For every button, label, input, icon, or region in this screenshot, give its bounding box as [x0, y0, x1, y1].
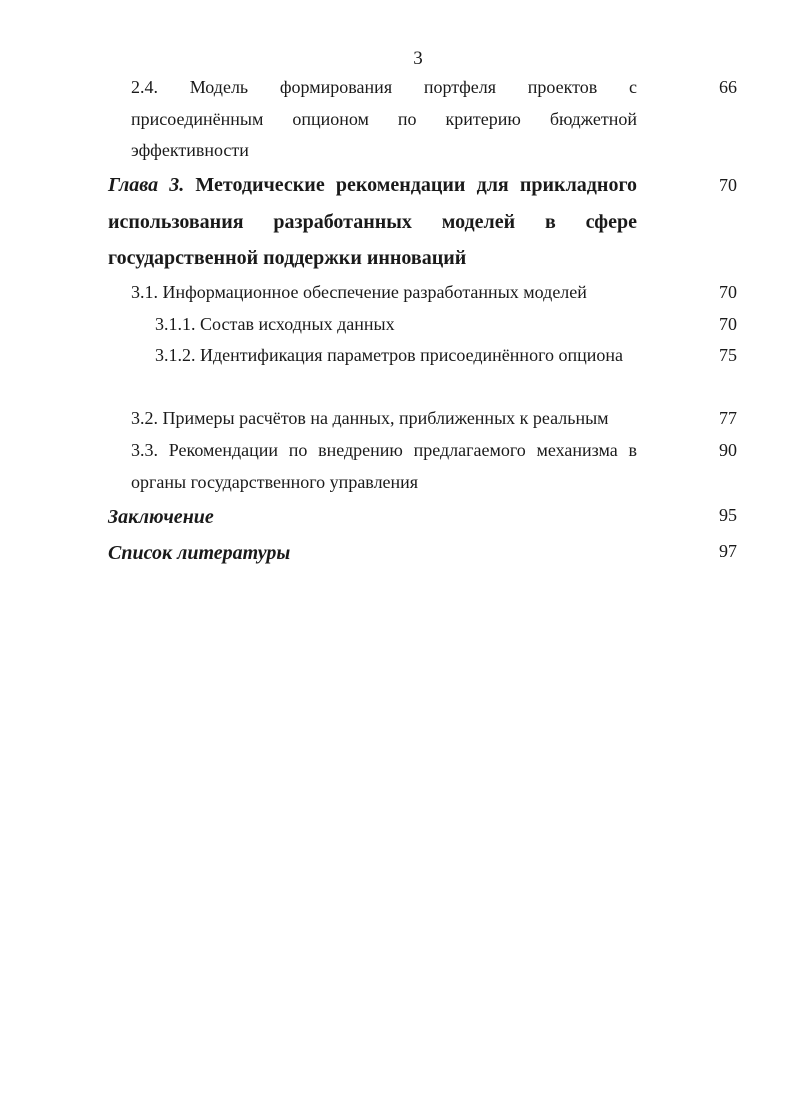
toc-entry-page: 66 [719, 77, 737, 97]
toc-entry-text: 3.1. Информационное обеспечение разработанных моделей [131, 282, 587, 302]
toc-chapter-prefix: Глава 3. [108, 174, 185, 196]
toc-entry-text: 2.4. Модель формирования портфеля проектов с присоединённым опционом по критерию бюджетной эффективности [131, 77, 637, 160]
toc-entry-page: 75 [719, 345, 737, 365]
toc-entry-page: 97 [719, 541, 737, 561]
toc-entry-page: 70 [719, 282, 737, 302]
toc-entry-page: 77 [719, 408, 737, 428]
toc-entry-page: 95 [719, 505, 737, 525]
toc-entry-text: 3.3. Рекомендации по внедрению предлагаемого механизма в органы государственного управления [131, 440, 637, 492]
page-number: 3 [413, 48, 423, 69]
toc-entry-page: 70 [719, 314, 737, 334]
toc-entry-page: 90 [719, 440, 737, 460]
toc-entry-text: Список литературы [108, 542, 291, 564]
toc-entry-text: 3.2. Примеры расчётов на данных, приближенных к реальным [131, 408, 609, 428]
toc-entry-text [108, 167, 637, 277]
toc-entry-page: 70 [719, 175, 737, 195]
toc-entry-text: 3.1.1. Состав исходных данных [155, 314, 395, 334]
toc-entry-text: Заключение [108, 506, 214, 528]
toc-entry-text: 3.1.2. Идентификация параметров присоединённого опциона [155, 345, 624, 365]
toc-chapter-title: Методические рекомендации для прикладного использования разработанных моделей в сфере государственной поддержки инноваций [108, 174, 638, 269]
